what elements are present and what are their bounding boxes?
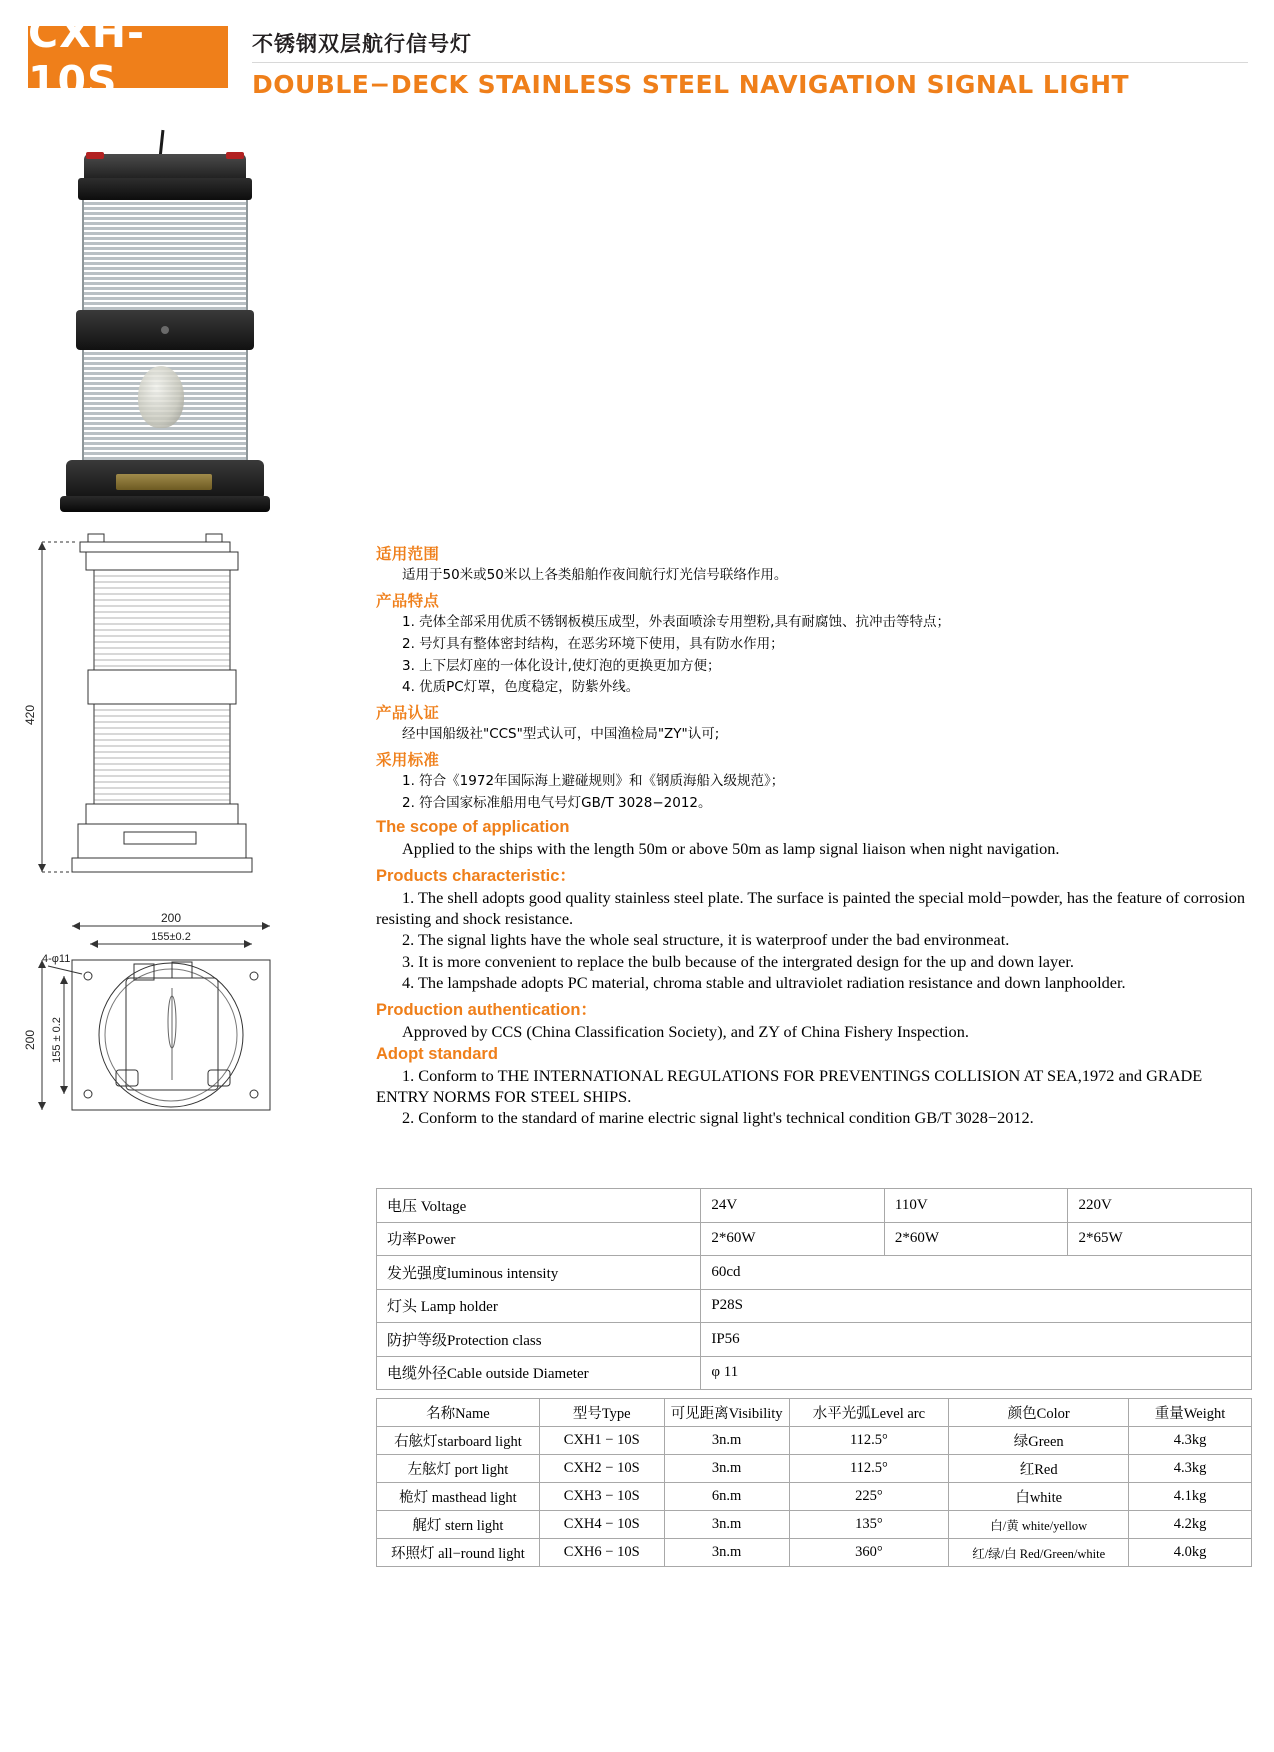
row-name: 环照灯 all−round light [377,1539,540,1567]
row-name: 桅灯 masthead light [377,1483,540,1511]
text-feature-en-3: 3. It is more convenient to replace the bulb because of the intergrated design for the up and down layer. [402,951,1074,971]
row-color: 红Red [949,1455,1129,1483]
table-row [377,1222,1252,1256]
spec-label-protection: 防护等级Protection class [377,1323,701,1357]
table-row [377,1455,1252,1483]
dim-depth-label: 200 [23,1029,37,1051]
spec-voltage-110v: 110V [884,1189,1068,1223]
row-visibility: 3n.m [664,1539,789,1567]
heading-standard-en: Adopt standard [376,1045,498,1064]
model-badge: CXH-10S [28,26,228,88]
text-feature-en-4: 4. The lampshade adopts PC material, chroma stable and ultraviolet radiation resistance and down lanphoolder. [402,972,1126,992]
page-header [0,0,1274,110]
row-color: 白/黄 white/yellow [949,1511,1129,1539]
spec-label-power: 功率Power [377,1222,701,1256]
text-feature-cn-2: 2. 号灯具有整体密封结构，在恶劣环境下使用，具有防水作用； [402,635,784,652]
table-row [377,1189,1252,1223]
row-weight: 4.3kg [1129,1455,1252,1483]
left-column [0,120,370,1142]
dim-width-label: 200 [160,911,182,925]
heading-certification-en: Production authentication： [376,1000,597,1019]
row-name: 艉灯 stern light [377,1511,540,1539]
lamp-illustration [60,130,270,510]
text-feature-en-2: 2. The signal lights have the whole seal structure, it is waterproof under the bad environmeat. [402,930,1010,950]
text-standard-en-1: 1. Conform to THE INTERNATIONAL REGULATIONS FOR PREVENTINGS COLLISION AT SEA,1972 and GRADE ENTRY NORMS FOR STEEL SHIPS. [376,1066,1203,1107]
row-name: 左舷灯 port light [377,1455,540,1483]
row-color: 白white [949,1483,1129,1511]
row-visibility: 6n.m [664,1483,789,1511]
row-name: 右舷灯starboard light [377,1427,540,1455]
spec-label-cable-diameter: 电缆外径Cable outside Diameter [377,1356,701,1390]
text-standard-en-2: 2. Conform to the standard of marine electric signal light's technical condition GB/T 3028−2012. [402,1108,1034,1128]
table-row [377,1289,1252,1323]
header-level-arc: 水平光弧Level arc [789,1399,949,1427]
spec-power-220v: 2*65W [1068,1222,1252,1256]
table-row [377,1323,1252,1357]
spec-label-voltage: 电压 Voltage [377,1189,701,1223]
row-color: 绿Green [949,1427,1129,1455]
product-title-cn: 不锈钢双层航行信号灯 [252,32,472,56]
row-level-arc: 225° [789,1483,949,1511]
table-row [377,1427,1252,1455]
spec-label-lamp-holder: 灯头 Lamp holder [377,1289,701,1323]
row-level-arc: 112.5° [789,1427,949,1455]
row-color: 红/绿/白 Red/Green/white [949,1539,1129,1567]
row-weight: 4.3kg [1129,1427,1252,1455]
row-type: CXH1 − 10S [539,1427,664,1455]
header-weight: 重量Weight [1129,1399,1252,1427]
header-visibility: 可见距离Visibility [664,1399,789,1427]
lamp-upper-collar [78,178,252,200]
plan-view-svg [20,902,350,1142]
lamp-nameplate [116,474,212,490]
text-standard-cn-2: 2. 符合国家标准船用电气号灯GB/T 3028−2012。 [402,795,712,812]
product-photo [30,120,360,520]
model-variants-table [376,1398,1252,1567]
lamp-foot [60,496,270,512]
row-visibility: 3n.m [664,1427,789,1455]
row-visibility: 3n.m [664,1455,789,1483]
table-row [377,1356,1252,1390]
spec-voltage-24v: 24V [701,1189,885,1223]
row-type: CXH4 − 10S [539,1511,664,1539]
spec-protection-value: IP56 [701,1323,1252,1357]
text-feature-cn-1: 1. 壳体全部采用优质不锈钢板模压成型，外表面喷涂专用塑粉,具有耐腐蚀、抗冲击等特点； [402,613,950,630]
right-column [376,540,1252,1129]
text-scope-en: Applied to the ships with the length 50m or above 50m as lamp signal liaison when night navigation. [402,838,1060,858]
text-feature-cn-3: 3. 上下层灯座的一体化设计,使灯泡的更换更加方便； [402,657,721,674]
text-feature-en-1: 1. The shell adopts good quality stainless steel plate. The surface is painted the special mold−powder, has the feature of corrosion resisting and shock resistance. [376,888,1246,929]
table-row [377,1483,1252,1511]
front-elevation-drawing [20,520,350,890]
header-color: 颜色Color [949,1399,1129,1427]
row-visibility: 3n.m [664,1511,789,1539]
lamp-bulb [138,366,184,428]
heading-scope-cn: 适用范围 [376,545,440,563]
heading-certification-cn: 产品认证 [376,704,440,723]
table-header-row [377,1399,1252,1427]
text-certification-cn: 经中国船级社"CCS"型式认可，中国渔检局"ZY"认可; [402,726,720,743]
spec-lamp-holder-value: P28S [701,1289,1252,1323]
heading-features-cn: 产品特点 [376,591,440,610]
row-weight: 4.1kg [1129,1483,1252,1511]
table-row [377,1256,1252,1290]
specification-table [376,1188,1252,1390]
header-divider [252,62,1248,63]
spec-power-24v: 2*60W [701,1222,885,1256]
row-level-arc: 360° [789,1539,949,1567]
header-type: 型号Type [539,1399,664,1427]
text-scope-cn: 适用于50米或50米以上各类船舶作夜间航行灯光信号联络作用。 [402,567,788,583]
spec-intensity-value: 60cd [701,1256,1252,1290]
row-type: CXH3 − 10S [539,1483,664,1511]
heading-standard-cn: 采用标准 [376,751,440,770]
lamp-clip-right [226,152,244,159]
lamp-upper-lens [82,200,248,310]
row-type: CXH2 − 10S [539,1455,664,1483]
heading-scope-en: The scope of application [376,817,570,836]
spec-power-110v: 2*60W [884,1222,1068,1256]
row-level-arc: 112.5° [789,1455,949,1483]
dim-depth-tol-label: 155 ± 0.2 [51,1017,63,1063]
lamp-clip-left [86,152,104,159]
plan-view-drawing [20,902,350,1142]
spec-voltage-220v: 220V [1068,1189,1252,1223]
text-standard-cn-1: 1. 符合《1972年国际海上避碰规则》和《钢质海船入级规范》； [402,773,785,790]
header-name: 名称Name [377,1399,540,1427]
dim-width-tol-label: 155±0.2 [151,931,191,943]
table-row [377,1511,1252,1539]
heading-features-en: Products characteristic： [376,867,576,886]
product-title-en: DOUBLE−DECK STAINLESS STEEL NAVIGATION SIGNAL LIGHT [252,70,1130,99]
row-level-arc: 135° [789,1511,949,1539]
row-weight: 4.2kg [1129,1511,1252,1539]
front-elevation-svg [20,520,350,890]
table-row [377,1539,1252,1567]
spec-cable-diameter-value: φ 11 [701,1356,1252,1390]
dim-height-label: 420 [23,704,37,726]
text-feature-cn-4: 4. 优质PC灯罩，色度稳定，防紫外线。 [402,679,640,696]
lamp-middle-band [76,310,254,350]
row-weight: 4.0kg [1129,1539,1252,1567]
dim-hole-label: 4-φ11 [42,953,71,965]
text-certification-en: Approved by CCS (China Classification Society), and ZY of China Fishery Inspection. [402,1021,969,1041]
spec-label-intensity: 发光强度luminous intensity [377,1256,701,1290]
row-type: CXH6 − 10S [539,1539,664,1567]
